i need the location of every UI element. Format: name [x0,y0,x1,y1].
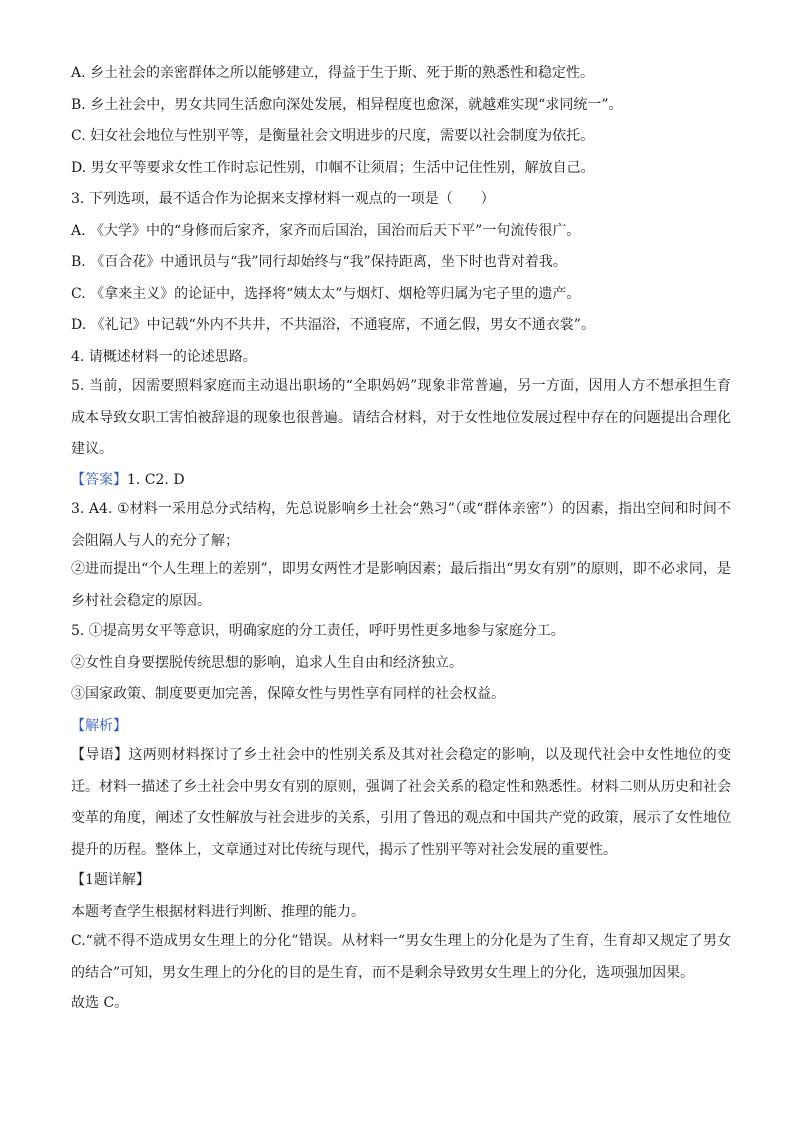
answer-label: 【答案】 [71,471,127,488]
q2-option-b: B. 乡土社会中，男女共同生活愈向深处发展，相异程度也愈深，就越难实现“求同统一”。 [71,96,623,113]
q3-stem: 3. 下列选项，最不适合作为论据来支撑材料一观点的一项是（ ） [71,191,495,207]
answer-q5-1: 5. ①提高男女平等意识，明确家庭的分工责任，呼吁男性更多地参与家庭分工。 [71,623,565,639]
q3-option-b: B. 《百合花》中通讯员与“我”同行却始终与“我”保持距离，坐下时也背对着我。 [71,254,567,270]
q3-option-c: C. 《拿来主义》的论证中，选择将“姨太太”与烟灯、烟枪等归属为宅子里的遗产。 [71,285,581,302]
answer-q3-q4: 3. A4. ①材料一采用总分式结构，先总说影响乡土社会“熟习”（或“群体亲密”）的因素，指出空间和时间不会阻隔人与人的充分了解； [71,501,731,549]
document-page [71,62,731,1024]
q2-option-c: C. 妇女社会地位与性别平等，是衡量社会文明进步的尺度，需要以社会制度为依托。 [71,128,595,144]
guide-paragraph [71,740,731,866]
detail1-conclusion: 故选 C。 [71,995,129,1011]
analysis-heading [71,715,731,737]
q2-option-a: A. 乡土社会的亲密群体之所以能够建立，得益于生于斯、死于斯的熟悉性和稳定性。 [71,65,595,81]
answer-q4-part2: ②进而提出“个人生理上的差别”，即男女两性才是影响因素；最后指出“男女有别”的原则，即不必求同，是乡村社会稳定的原因。 [71,561,731,609]
analysis-label: 【解析】 [71,717,127,734]
q3-option-d: D. 《礼记》中记载“外内不共井，不共湢浴，不通寝席，不通乞假，男女不通衣裳”。 [71,317,595,333]
answer-q5-3: ③国家政策、制度要更加完善，保障女性与男性享有同样的社会权益。 [71,686,505,702]
q2-option-d: D. 男女平等要求女性工作时忘记性别，巾帼不让须眉；生活中记住性别，解放自己。 [71,159,595,176]
detail1-label: 【1题详解】 [71,872,150,888]
q3-option-a: A. 《大学》中的“身修而后家齐，家齐而后国治，国治而后天下平”一句流传很广。 [71,222,581,239]
guide-label: 【导语】 [71,747,129,763]
answer-text: 1. C2. D [127,471,185,488]
detail1-intro: 本题考查学生根据材料进行判断、推理的能力。 [71,903,365,920]
answer-q5-2: ②女性自身要摆脱传统思想的影响，追求人生自由和经济独立。 [71,654,463,671]
q5-stem: 5. 当前，因需要照料家庭而主动退出职场的“全职妈妈”现象非常普遍，另一方面，因用人方不想承担生育成本导致女职工害怕被辞退的现象也很普遍。请结合材料，对于女性地位发展过程中存在的问题提出合理化建议。 [71,378,731,457]
q4-stem: 4. 请概述材料一的论述思路。 [71,348,257,365]
guide-text: 这两则材料探讨了乡土社会中的性别关系及其对社会稳定的影响，以及现代社会中女性地位的变迁。材料一描述了乡土社会中男女有别的原则，强调了社会关系的稳定性和熟悉性。材料二则从历史和社会变革的角度，阐述了女性解放与社会进步的关系，引用了鲁迅的观点和中国共产党的政策，展示了女性地位提升的历程。整体上，文章通过对比传统与现代，揭示了性别平等对社会发展的重要性。 [71,747,732,858]
answer-line [71,469,731,491]
detail1-text: C.“就不得不造成男女生理上的分化”错误。从材料一“男女生理上的分化是为了生育，生育却又规定了男女的结合”可知，男女生理上的分化的目的是生育，而不是剩余导致男女生理上的分化，选项强加因果。 [71,933,731,981]
